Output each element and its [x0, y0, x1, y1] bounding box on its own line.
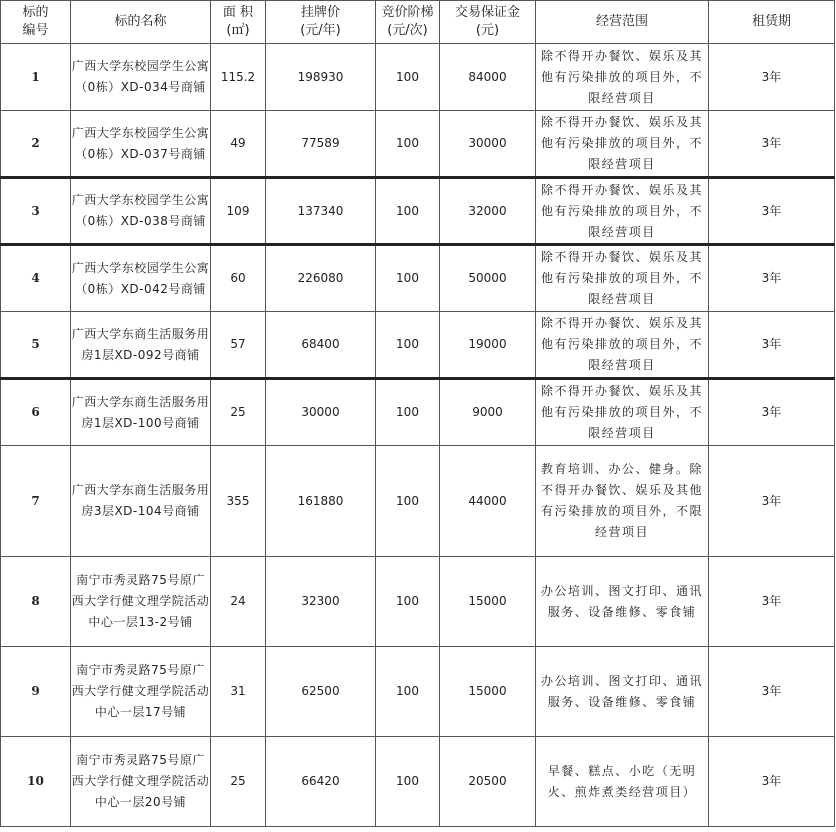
business-scope-cell: 早餐、糕点、小吃（无明火、煎炸煮类经营项目） [536, 737, 709, 827]
bid-step-cell: 100 [376, 312, 440, 379]
lot-name-cell: 广西大学东商生活服务用房3层XD-104号商铺 [71, 446, 211, 557]
lease-term-cell: 3年 [709, 737, 835, 827]
lot-number-cell: 4 [1, 245, 71, 312]
lot-name-cell: 广西大学东校园学生公寓（0栋）XD-037号商铺 [71, 111, 211, 178]
table-row [1, 44, 835, 111]
deposit-cell: 32000 [440, 178, 536, 245]
business-scope-cell: 除不得开办餐饮、娱乐及其他有污染排放的项目外，不限经营项目 [536, 245, 709, 312]
bid-step-cell: 100 [376, 557, 440, 647]
business-scope-cell: 教育培训、办公、健身。除不得开办餐饮、娱乐及其他有污染排放的项目外，不限经营项目 [536, 446, 709, 557]
header-lease-term [709, 1, 835, 44]
deposit-cell: 19000 [440, 312, 536, 379]
business-scope-cell: 除不得开办餐饮、娱乐及其他有污染排放的项目外，不限经营项目 [536, 178, 709, 245]
lot-number-cell: 7 [1, 446, 71, 557]
header-listing-price [266, 1, 376, 44]
listing-price-cell: 77589 [266, 111, 376, 178]
table-row [1, 178, 835, 245]
listing-price-cell: 32300 [266, 557, 376, 647]
table-row [1, 111, 835, 178]
header-area [211, 1, 266, 44]
table-row [1, 446, 835, 557]
header-text-line: 租赁期 [751, 14, 791, 29]
bid-step-cell: 100 [376, 178, 440, 245]
table-row [1, 245, 835, 312]
table-row [1, 379, 835, 446]
lot-name-cell: 南宁市秀灵路75号原广西大学行健文理学院活动中心一层17号铺 [71, 647, 211, 737]
table-row [1, 647, 835, 737]
listing-price-cell: 30000 [266, 379, 376, 446]
lot-number-cell: 3 [1, 178, 71, 245]
area-cell: 25 [211, 737, 266, 827]
bid-step-cell: 100 [376, 446, 440, 557]
header-text-line: 编号 [22, 23, 49, 38]
area-cell: 60 [211, 245, 266, 312]
deposit-cell: 15000 [440, 557, 536, 647]
header-lot-name [71, 1, 211, 44]
area-cell: 355 [211, 446, 266, 557]
lease-term-cell: 3年 [709, 178, 835, 245]
lease-term-cell: 3年 [709, 44, 835, 111]
bid-step-cell: 100 [376, 647, 440, 737]
area-cell: 57 [211, 312, 266, 379]
bid-step-cell: 100 [376, 44, 440, 111]
header-text-line: (㎡) [226, 23, 250, 38]
header-text-line: 挂牌价 [300, 5, 340, 20]
deposit-cell: 20500 [440, 737, 536, 827]
listing-price-cell: 68400 [266, 312, 376, 379]
area-cell: 25 [211, 379, 266, 446]
header-lot-number [1, 1, 71, 44]
listing-price-cell: 62500 [266, 647, 376, 737]
business-scope-cell: 除不得开办餐饮、娱乐及其他有污染排放的项目外，不限经营项目 [536, 312, 709, 379]
bid-step-cell: 100 [376, 245, 440, 312]
lot-name-cell: 广西大学东商生活服务用房1层XD-100号商铺 [71, 379, 211, 446]
header-text-line: 竞价阶梯 [381, 5, 434, 20]
lot-name-cell: 广西大学东商生活服务用房1层XD-092号商铺 [71, 312, 211, 379]
area-cell: 115.2 [211, 44, 266, 111]
deposit-cell: 50000 [440, 245, 536, 312]
lot-number-cell: 9 [1, 647, 71, 737]
listing-price-cell: 226080 [266, 245, 376, 312]
header-text-line: 标的名称 [114, 14, 167, 29]
lot-name-cell: 广西大学东校园学生公寓（0栋）XD-034号商铺 [71, 44, 211, 111]
area-cell: 109 [211, 178, 266, 245]
header-text-line: 标的 [22, 5, 49, 20]
lot-name-cell: 南宁市秀灵路75号原广西大学行健文理学院活动中心一层20号铺 [71, 737, 211, 827]
lease-term-cell: 3年 [709, 111, 835, 178]
header-text-line: 交易保证金 [454, 5, 520, 20]
lot-name-cell: 广西大学东校园学生公寓（0栋）XD-038号商铺 [71, 178, 211, 245]
business-scope-cell: 除不得开办餐饮、娱乐及其他有污染排放的项目外，不限经营项目 [536, 379, 709, 446]
lot-name-cell: 广西大学东校园学生公寓（0栋）XD-042号商铺 [71, 245, 211, 312]
business-scope-cell: 办公培训、图文打印、通讯服务、设备维修、零食铺 [536, 557, 709, 647]
listing-price-cell: 161880 [266, 446, 376, 557]
business-scope-cell: 除不得开办餐饮、娱乐及其他有污染排放的项目外，不限经营项目 [536, 44, 709, 111]
lease-term-cell: 3年 [709, 312, 835, 379]
table-row [1, 312, 835, 379]
lot-number-cell: 10 [1, 737, 71, 827]
lot-number-cell: 2 [1, 111, 71, 178]
bid-step-cell: 100 [376, 379, 440, 446]
lot-number-cell: 5 [1, 312, 71, 379]
lease-term-cell: 3年 [709, 647, 835, 737]
table-row [1, 557, 835, 647]
lot-number-cell: 6 [1, 379, 71, 446]
bid-step-cell: 100 [376, 111, 440, 178]
business-scope-cell: 除不得开办餐饮、娱乐及其他有污染排放的项目外，不限经营项目 [536, 111, 709, 178]
header-text-line: (元/次) [387, 23, 428, 38]
deposit-cell: 15000 [440, 647, 536, 737]
deposit-cell: 84000 [440, 44, 536, 111]
lease-term-cell: 3年 [709, 245, 835, 312]
header-text-line: 面 积 [222, 5, 254, 20]
listing-price-cell: 66420 [266, 737, 376, 827]
lease-term-cell: 3年 [709, 446, 835, 557]
area-cell: 31 [211, 647, 266, 737]
lot-number-cell: 8 [1, 557, 71, 647]
area-cell: 24 [211, 557, 266, 647]
header-bid-step [376, 1, 440, 44]
listing-price-cell: 137340 [266, 178, 376, 245]
lease-term-cell: 3年 [709, 379, 835, 446]
deposit-cell: 30000 [440, 111, 536, 178]
header-text-line: 经营范围 [595, 14, 648, 29]
deposit-cell: 44000 [440, 446, 536, 557]
area-cell: 49 [211, 111, 266, 178]
lot-number-cell: 1 [1, 44, 71, 111]
lot-name-cell: 南宁市秀灵路75号原广西大学行健文理学院活动中心一层13-2号铺 [71, 557, 211, 647]
listing-price-cell: 198930 [266, 44, 376, 111]
header-deposit [440, 1, 536, 44]
header-text-line: (元/年) [300, 23, 341, 38]
lease-term-cell: 3年 [709, 557, 835, 647]
bid-step-cell: 100 [376, 737, 440, 827]
header-text-line: (元) [475, 23, 500, 38]
business-scope-cell: 办公培训、图文打印、通讯服务、设备维修、零食铺 [536, 647, 709, 737]
table-header-row [1, 1, 835, 44]
table-body [1, 44, 835, 827]
table-row [1, 737, 835, 827]
deposit-cell: 9000 [440, 379, 536, 446]
header-business-scope [536, 1, 709, 44]
